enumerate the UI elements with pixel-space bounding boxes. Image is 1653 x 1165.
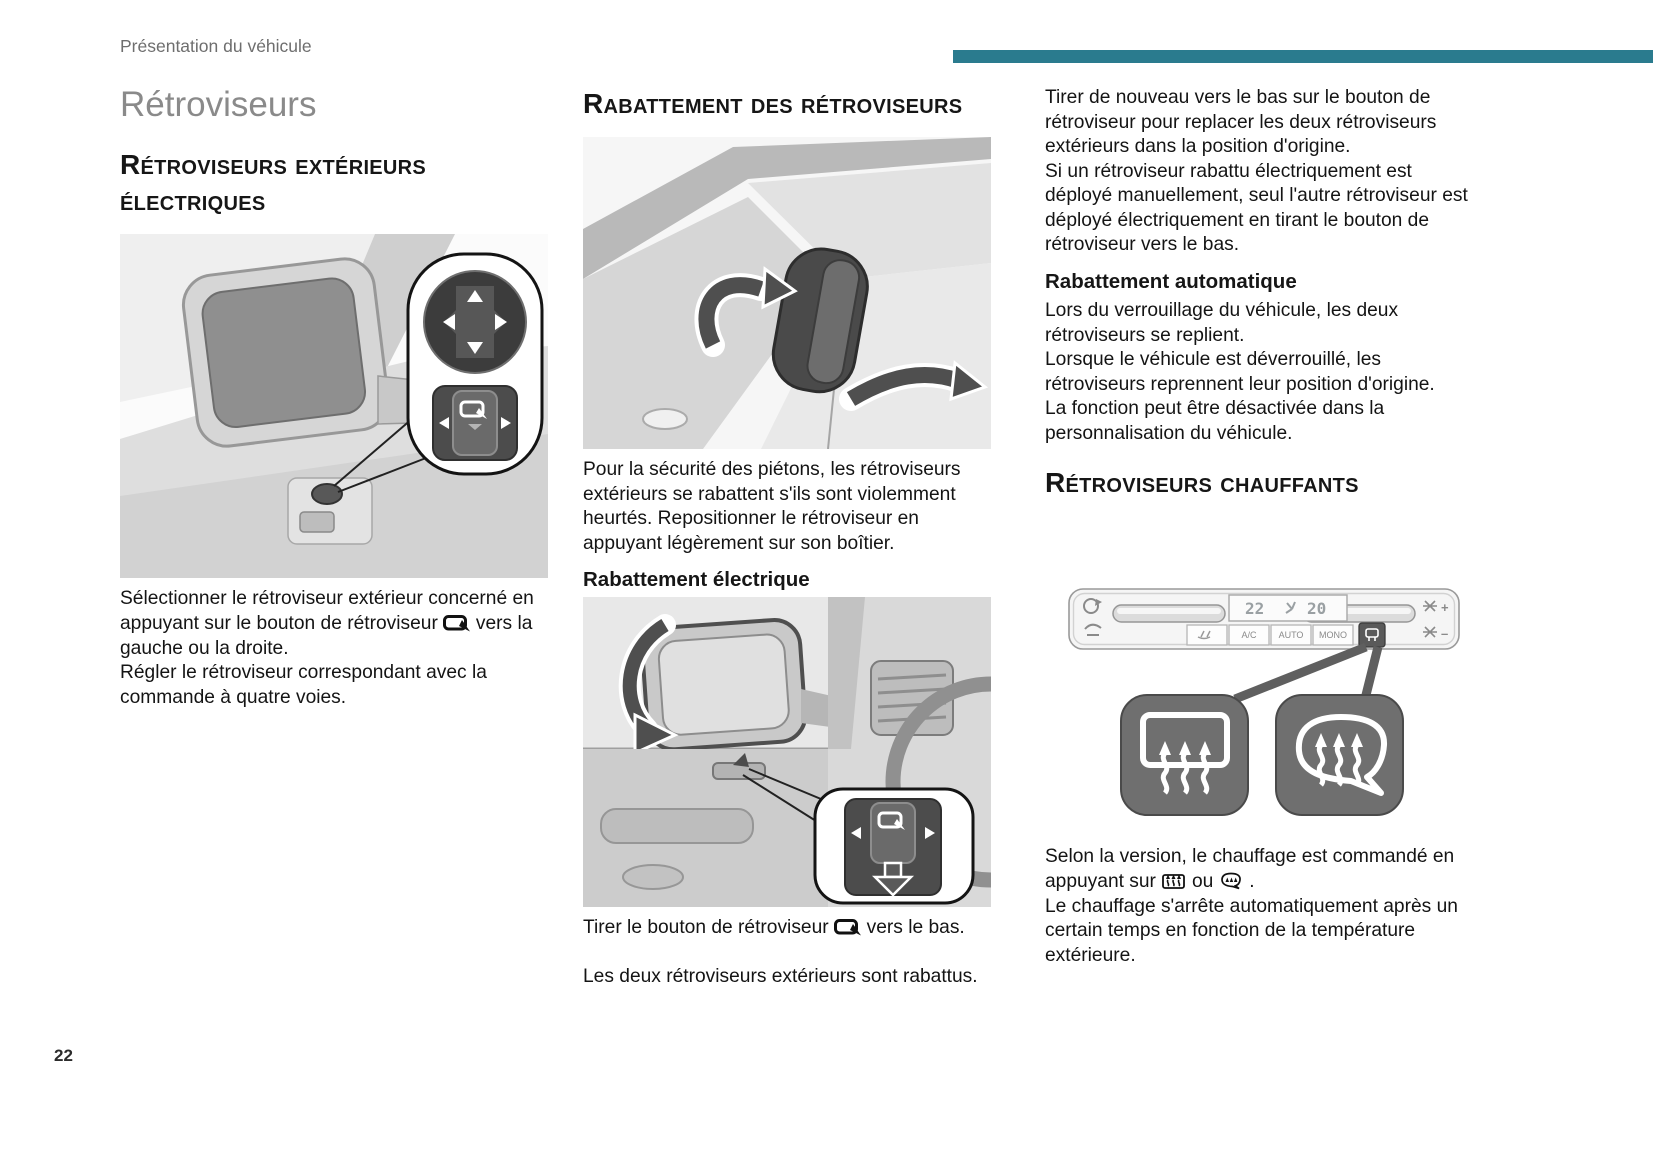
fan-minus-label: – [1441, 626, 1449, 642]
paragraph: Régler le rétroviseur correspondant avec la commande à quatre voies. [120, 662, 487, 708]
section-heading-electric-mirrors: Rétroviseurs extérieurs électriques [120, 148, 427, 217]
column-1 [120, 86, 548, 710]
mirror-select-switch-icon [433, 386, 517, 460]
breadcrumb: Présentation du véhicule [120, 36, 312, 56]
svg-text:A/C: A/C [1241, 630, 1257, 641]
climate-control-panel [1069, 589, 1459, 649]
paragraph: Lors du verrouillage du véhicule, les deux rétroviseurs se replient. [1045, 300, 1399, 346]
paragraph: Sélectionner le rétroviseur extérieur concerné en appuyant sur le bouton de rétroviseur vers la gauche ou la droite. [120, 588, 534, 659]
paragraph: Si un rétroviseur rabattu électriquement est déployé manuellement, seul l'autre rétroviseur est déployé électriquement en tirant le bouton de rétroviseur vers le bas. [1045, 160, 1468, 256]
paragraph: Pour la sécurité des piétons, les rétroviseurs extérieurs se rabattent s'ils sont violemment heurtés. Repositionner le rétroviseur en appuyant légèrement sur son boîtier. [583, 458, 961, 554]
paragraph: Le chauffage s'arrête automatiquement après un certain temps en fonction de la température extérieure. [1045, 895, 1458, 966]
driver-temp-value: 22 [1245, 599, 1265, 619]
paragraph: Tirer le bouton de rétroviseur vers le bas. [583, 917, 965, 939]
figure-mirror-adjust-controls [120, 234, 548, 578]
electric-folding-illustration [583, 597, 991, 907]
mirror-adjust-illustration [120, 234, 548, 578]
figure-electric-folding [583, 597, 991, 907]
fan-plus-label: + [1441, 600, 1449, 616]
accent-bar [953, 50, 1653, 63]
paragraph: Selon la version, le chauffage est commandé en appuyant sur ou . [1045, 846, 1455, 893]
section-heading-folding-mirrors: Rabattement des rétroviseurs [583, 88, 963, 119]
four-way-adjust-control-icon [424, 271, 526, 373]
mirror-button-icon [834, 919, 862, 936]
svg-text:AUTO: AUTO [1278, 630, 1304, 641]
passenger-temp-value: 20 [1307, 599, 1327, 619]
figure-heated-mirror-controls [1063, 579, 1475, 831]
mirror-select-switch-icon [845, 799, 941, 895]
paragraph: Tirer de nouveau vers le bas sur le bouton de rétroviseur pour replacer les deux rétroviseurs extérieurs dans la position d'origine. [1045, 87, 1437, 158]
page-title: Rétroviseurs [120, 85, 317, 124]
section-heading-heated-mirrors: Rétroviseurs chauffants [1045, 466, 1359, 498]
subheading-automatic-folding: Rabattement automatique [1045, 270, 1297, 294]
column-2 [583, 86, 991, 989]
rear-window-demist-icon [1121, 695, 1248, 815]
paragraph: Les deux rétroviseurs extérieurs sont rabattus. [583, 965, 978, 987]
figure-mirror-impact-fold [583, 137, 991, 449]
exterior-mirror [180, 256, 392, 450]
windshield-demist-button [1187, 625, 1227, 645]
subheading-electric-folding: Rabattement électrique [583, 568, 810, 592]
mirror-fold-illustration [583, 137, 991, 449]
column-3 [1045, 86, 1475, 968]
paragraph: La fonction peut être désactivée dans la personnalisation du véhicule. [1045, 398, 1385, 444]
heated-mirror-icon [1218, 871, 1244, 890]
paragraph: Lorsque le véhicule est déverrouillé, les rétroviseurs reprennent leur position d'origine. [1045, 349, 1435, 395]
svg-text:MONO: MONO [1319, 630, 1347, 641]
page-number: 22 [54, 1046, 73, 1065]
heated-mirror-icon [1276, 695, 1403, 815]
climate-panel-illustration [1063, 579, 1465, 831]
mirror-button-icon [443, 615, 471, 632]
rear-window-demist-icon [1161, 871, 1187, 890]
